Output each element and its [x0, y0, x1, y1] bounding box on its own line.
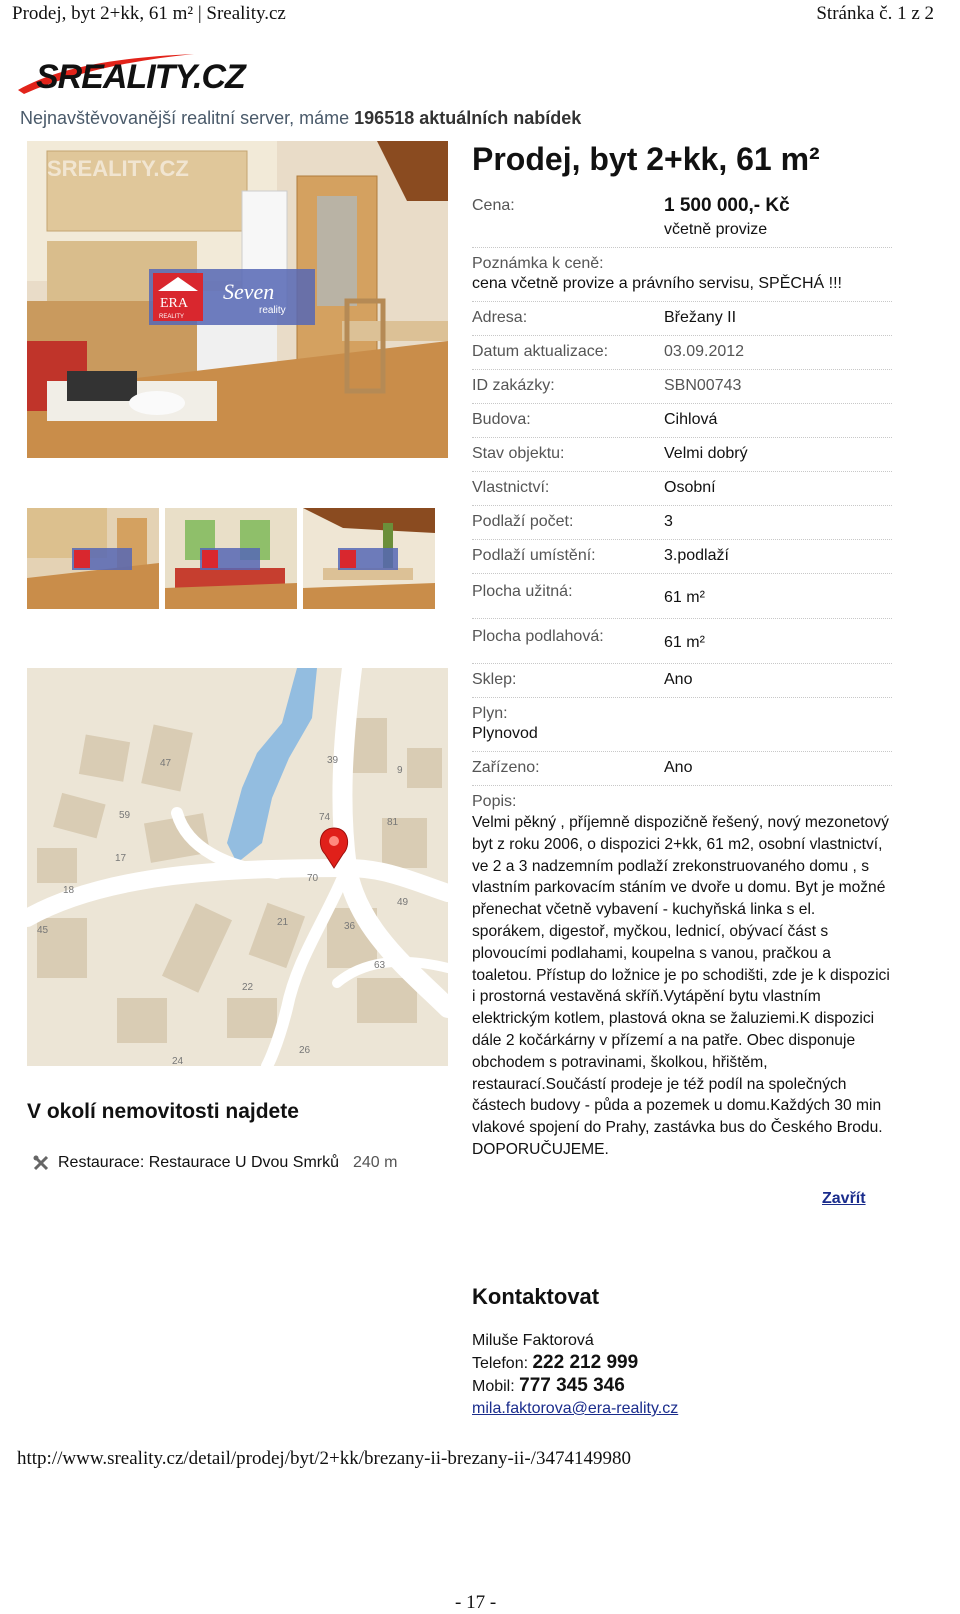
gas-value: Plynovod: [472, 725, 538, 742]
location-map[interactable]: [27, 668, 448, 1066]
nearby-item-distance: 240 m: [353, 1154, 398, 1171]
property-label: Podlaží počet:: [472, 513, 574, 530]
photo-thumbnail[interactable]: [27, 508, 159, 609]
property-row: [472, 438, 892, 472]
description-text: Velmi pěkný , příjemně dispozičně řešený, nový mezonetový byt z roku 2006, o dispozici 2+kk, 61 m2, osobní vlastnictví, ve 2 a 3 nadzemním podlaží zrekonstruovaného domu , s vlastním parkovacím stáním ve dvoře u domu. Byt je možné přenechat včetně vybavení - kuchyňská linka s el. sporákem, digestoř, myčkou, lednicí, obývací část s plovoucími podlahami, koupelna s vanou, pračkou a toaletou. Přístup do ložnice je po schodišti, zde je k dispozici i prostorná vestavěná skříň.Vytápění bytu vlastním elektrickým kotlem, plastová okna se žaluziemi.K dispozici dále 2 kočárkárny v přízemí a na patře. Obec disponuje obchodem s potravinami, školkou, hřištěm, restaurací.Součástí prodeje je též podíl na společných částech budovy - půda a pozemek u domu.Každých 30 min vlakové spojení do Prahy, zastávka bus do Českého Brodu. DOPORUČUJEME.: [472, 814, 890, 1158]
property-row: [472, 540, 892, 574]
svg-text:ERA: ERA: [160, 296, 188, 311]
photo-watermark: SREALITY.CZ: [47, 156, 189, 181]
agency-badge: [149, 269, 315, 325]
furnished-label: Zařízeno:: [472, 759, 540, 776]
property-label: Plocha užitná:: [472, 583, 573, 600]
house-number: 36: [344, 921, 356, 932]
sreality-logo[interactable]: [14, 50, 314, 96]
contact-title: Kontaktovat: [472, 1284, 600, 1309]
house-number: 17: [115, 853, 127, 864]
property-value: 3: [664, 513, 673, 530]
close-link[interactable]: Zavřít: [822, 1190, 866, 1207]
print-header-page: Stránka č. 1 z 2: [816, 3, 934, 24]
page-number: - 17 -: [455, 1592, 497, 1613]
property-row: [472, 302, 892, 336]
price-row: [472, 190, 892, 218]
tagline-prefix: Nejnavštěvovanější realitní server, máme: [20, 108, 355, 128]
property-row: [472, 574, 892, 619]
property-label: Vlastnictví:: [472, 479, 550, 496]
tagline: [20, 108, 581, 129]
property-label: Datum aktualizace:: [472, 343, 609, 360]
price-value: 1 500 000,- Kč: [664, 195, 790, 216]
phone-number[interactable]: 222 212 999: [532, 1352, 639, 1373]
description-row: [472, 786, 892, 1168]
contact-name: Miluše Faktorová: [472, 1332, 594, 1349]
price-note-row: [472, 218, 892, 248]
property-row: [472, 619, 892, 664]
nearby-item[interactable]: [32, 1154, 397, 1172]
nearby-title: V okolí nemovitosti najdete: [27, 1100, 299, 1123]
property-row: [472, 370, 892, 404]
property-value: Ano: [664, 671, 693, 688]
property-value: Břežany II: [664, 309, 737, 326]
property-value: 61 m²: [664, 589, 705, 606]
property-row: [472, 404, 892, 438]
property-label: ID zakázky:: [472, 377, 555, 394]
house-number: 63: [374, 960, 386, 971]
property-row: [472, 664, 892, 698]
property-value: 03.09.2012: [664, 343, 745, 360]
main-photo[interactable]: [27, 141, 448, 458]
house-number: 22: [242, 982, 254, 993]
property-label: Plocha podlahová:: [472, 628, 604, 645]
property-label: Stav objektu:: [472, 445, 565, 462]
house-number: 45: [37, 925, 49, 936]
price-remark-row: [472, 248, 892, 302]
photo-thumbnail[interactable]: [165, 508, 297, 609]
property-value: 3.podlaží: [664, 547, 729, 564]
property-label: Adresa:: [472, 309, 528, 326]
property-value: Velmi dobrý: [664, 445, 748, 462]
svg-text:Seven: Seven: [223, 279, 275, 304]
contact-phone-row: [472, 1352, 678, 1375]
property-value: Cihlová: [664, 411, 718, 428]
mobile-number[interactable]: 777 345 346: [519, 1375, 625, 1396]
property-label: Budova:: [472, 411, 531, 428]
email-link[interactable]: mila.faktorova@era-reality.cz: [472, 1400, 679, 1417]
house-number: 49: [397, 897, 409, 908]
offer-count: 196518: [354, 108, 415, 128]
property-table: [472, 190, 892, 1168]
property-label: Sklep:: [472, 671, 517, 688]
tagline-suffix: aktuálních nabídek: [414, 108, 582, 128]
price-remark-value: cena včetně provize a právního servisu, SPĚCHÁ !!!: [472, 275, 842, 292]
price-remark-label: Poznámka k ceně:: [472, 255, 604, 272]
contact-block: [472, 1330, 678, 1420]
contact-mobile-row: [472, 1375, 678, 1398]
property-value: 61 m²: [664, 634, 705, 651]
photo-thumbnail[interactable]: [303, 508, 435, 609]
print-header-title: Prodej, byt 2+kk, 61 m² | Sreality.cz: [12, 3, 286, 24]
phone-label: Telefon:: [472, 1355, 533, 1372]
house-number: 39: [327, 755, 339, 766]
gas-row: [472, 698, 892, 752]
furnished-value: Ano: [664, 759, 693, 776]
property-row: [472, 336, 892, 370]
mobile-label: Mobil:: [472, 1378, 520, 1395]
description-label: Popis:: [472, 793, 517, 810]
property-value: SBN00743: [664, 377, 742, 394]
svg-text:reality: reality: [259, 305, 286, 316]
property-row: [472, 506, 892, 540]
house-number: 26: [299, 1045, 311, 1056]
house-number: 18: [63, 885, 75, 896]
house-number: 59: [119, 810, 131, 821]
house-number: 47: [160, 758, 172, 769]
house-number: 9: [397, 765, 403, 776]
property-row: [472, 472, 892, 506]
house-number: 70: [307, 873, 319, 884]
property-label: Podlaží umístění:: [472, 547, 596, 564]
furnished-row: [472, 752, 892, 786]
house-number: 24: [172, 1056, 184, 1066]
gas-label: Plyn:: [472, 705, 508, 722]
house-number: 81: [387, 817, 399, 828]
house-number: 21: [277, 917, 289, 928]
price-label: Cena:: [472, 197, 515, 214]
nearby-item-text: Restaurace: Restaurace U Dvou Smrků: [58, 1154, 339, 1171]
price-note: včetně provize: [664, 221, 768, 238]
logo-text: SREALITY.CZ: [36, 58, 245, 96]
cutlery-icon: [32, 1154, 50, 1172]
house-number: 74: [319, 812, 331, 823]
page-url: http://www.sreality.cz/detail/prodej/byt/2+kk/brezany-ii-brezany-ii-/3474149980: [17, 1448, 631, 1469]
svg-text:REALITY: REALITY: [159, 314, 185, 320]
listing-title: Prodej, byt 2+kk, 61 m²: [472, 141, 820, 177]
property-value: Osobní: [664, 479, 716, 496]
